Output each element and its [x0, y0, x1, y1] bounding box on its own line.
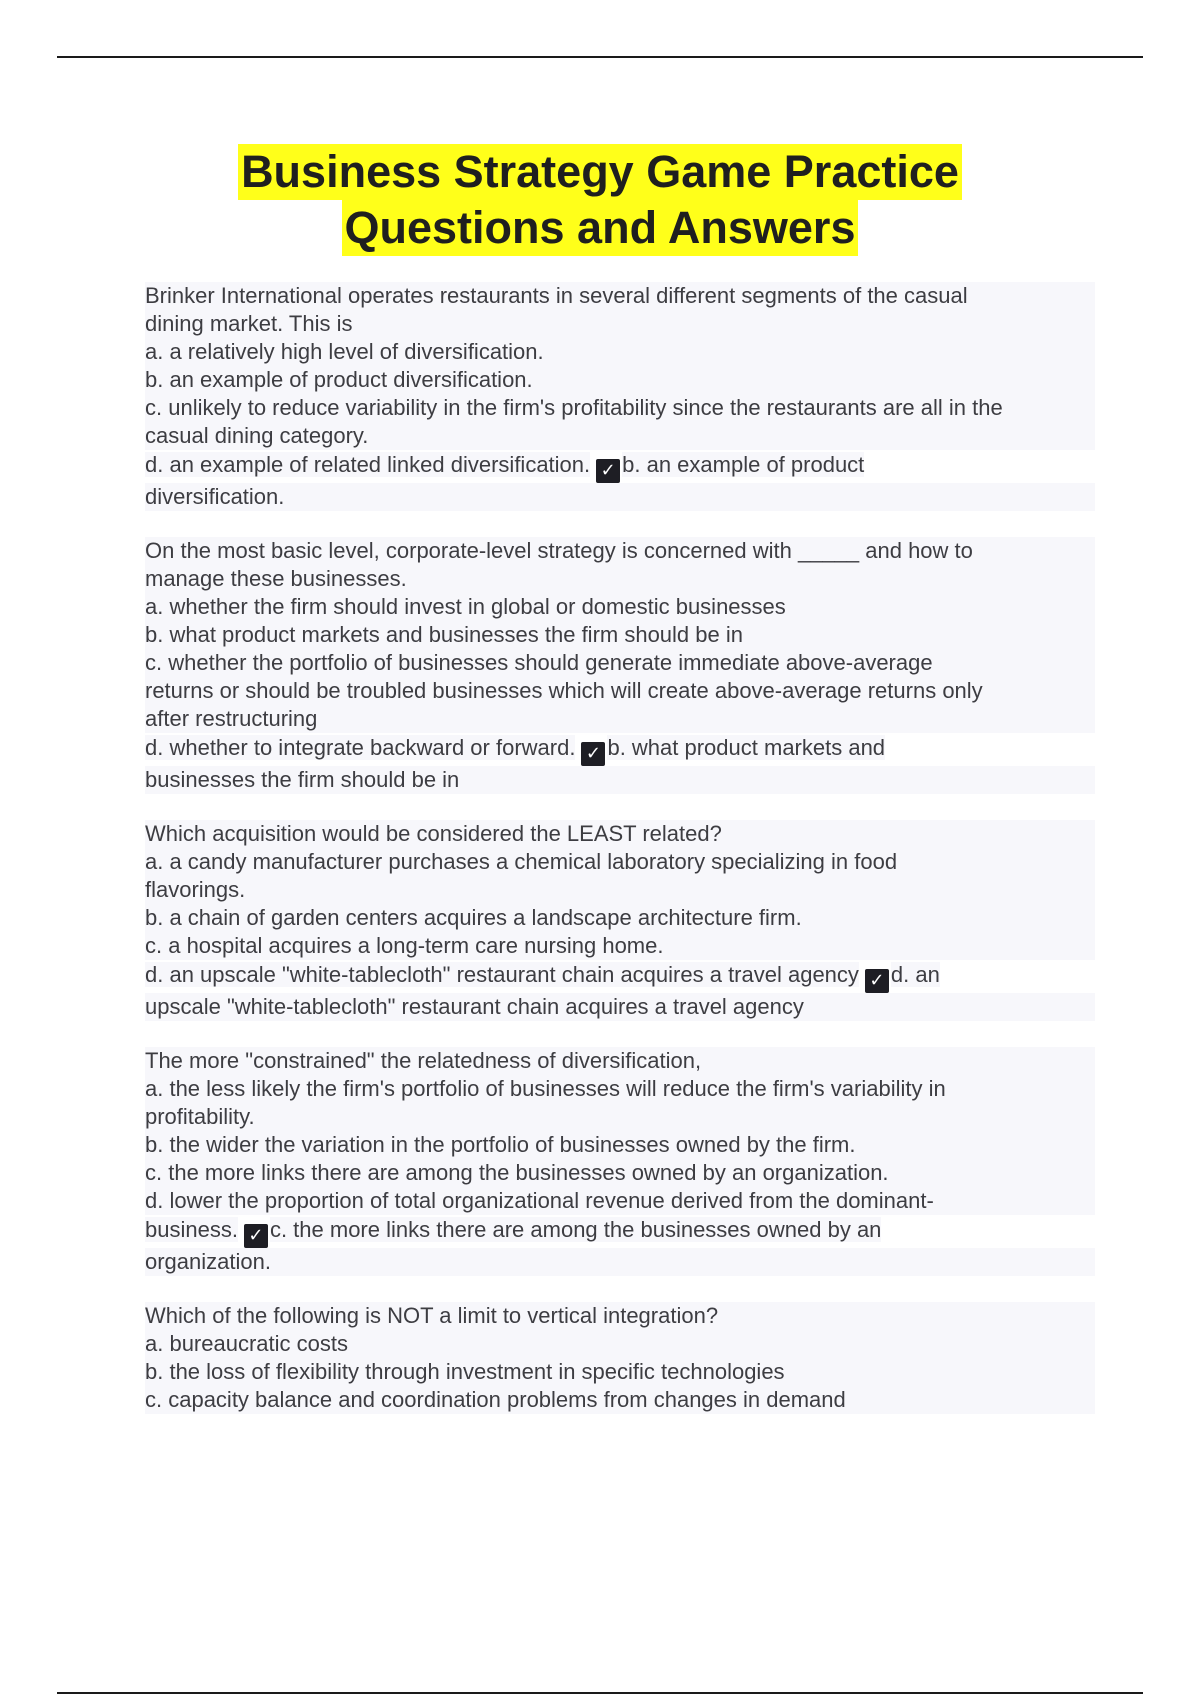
option-d: d. lower the proportion of total organizational revenue derived from the dominant-: [145, 1187, 1095, 1215]
option-c: c. a hospital acquires a long-term care nursing home.: [145, 932, 1095, 960]
answer-text-cont: businesses the firm should be in: [145, 766, 1095, 794]
title-line-1: Business Strategy Game Practice: [238, 144, 962, 200]
question-stem: Which acquisition would be considered the LEAST related?: [145, 820, 1095, 848]
question-stem: Brinker International operates restaurants in several different segments of the casual: [145, 282, 1095, 310]
answer-text: b. an example of product: [622, 452, 865, 477]
option-c-cont: casual dining category.: [145, 422, 1095, 450]
check-icon: ✓: [865, 969, 889, 993]
option-b: b. the loss of flexibility through investment in specific technologies: [145, 1358, 1095, 1386]
option-a: a. a relatively high level of diversification.: [145, 338, 1095, 366]
option-c-cont: returns or should be troubled businesses which will create above-average returns only: [145, 677, 1095, 705]
option-d-cont: business.: [145, 1217, 238, 1242]
question-3: [145, 820, 1095, 1021]
question-stem: On the most basic level, corporate-level strategy is concerned with _____ and how to: [145, 537, 1095, 565]
option-a: a. a candy manufacturer purchases a chemical laboratory specializing in food: [145, 848, 1095, 876]
question-2: [145, 537, 1095, 794]
answer-row: [145, 960, 1095, 993]
top-rule: [57, 56, 1143, 58]
option-d: d. an example of related linked diversification.: [145, 452, 591, 477]
answer-text-cont: organization.: [145, 1248, 1095, 1276]
option-a-cont: profitability.: [145, 1103, 1095, 1131]
option-c: c. capacity balance and coordination problems from changes in demand: [145, 1386, 1095, 1414]
option-a: a. bureaucratic costs: [145, 1330, 1095, 1358]
check-icon: ✓: [596, 459, 620, 483]
page-title: [0, 144, 1200, 256]
option-a: a. whether the firm should invest in global or domestic businesses: [145, 593, 1095, 621]
question-1: [145, 282, 1095, 511]
question-5: [145, 1302, 1095, 1414]
answer-row: [145, 1215, 1095, 1248]
answer-text: d. an: [890, 962, 940, 987]
question-stem: manage these businesses.: [145, 565, 1095, 593]
answer-text-cont: upscale "white-tablecloth" restaurant chain acquires a travel agency: [145, 993, 1095, 1021]
option-a: a. the less likely the firm's portfolio of businesses will reduce the firm's variability in: [145, 1075, 1095, 1103]
check-icon: ✓: [244, 1224, 268, 1248]
option-c: c. the more links there are among the businesses owned by an organization.: [145, 1159, 1095, 1187]
option-d: d. whether to integrate backward or forward.: [145, 735, 576, 760]
bottom-rule: [57, 1692, 1143, 1694]
answer-text-cont: diversification.: [145, 483, 1095, 511]
check-icon: ✓: [581, 742, 605, 766]
option-b: b. what product markets and businesses the firm should be in: [145, 621, 1095, 649]
option-c: c. unlikely to reduce variability in the firm's profitability since the restaurants are all in the: [145, 394, 1095, 422]
answer-text: b. what product markets and: [607, 735, 886, 760]
question-stem: dining market. This is: [145, 310, 1095, 338]
option-a-cont: flavorings.: [145, 876, 1095, 904]
answer-row: [145, 733, 1095, 766]
option-c: c. whether the portfolio of businesses should generate immediate above-average: [145, 649, 1095, 677]
question-stem: Which of the following is NOT a limit to vertical integration?: [145, 1302, 1095, 1330]
option-c-cont: after restructuring: [145, 705, 1095, 733]
answer-text: c. the more links there are among the businesses owned by an: [269, 1217, 882, 1242]
question-4: [145, 1047, 1095, 1276]
question-stem: The more "constrained" the relatedness of diversification,: [145, 1047, 1095, 1075]
option-d: d. an upscale "white-tablecloth" restaurant chain acquires a travel agency: [145, 962, 859, 987]
option-b: b. the wider the variation in the portfolio of businesses owned by the firm.: [145, 1131, 1095, 1159]
question-list: [145, 282, 1095, 1440]
option-b: b. an example of product diversification.: [145, 366, 1095, 394]
answer-row: [145, 450, 1095, 483]
title-line-2: Questions and Answers: [342, 200, 859, 256]
option-b: b. a chain of garden centers acquires a landscape architecture firm.: [145, 904, 1095, 932]
